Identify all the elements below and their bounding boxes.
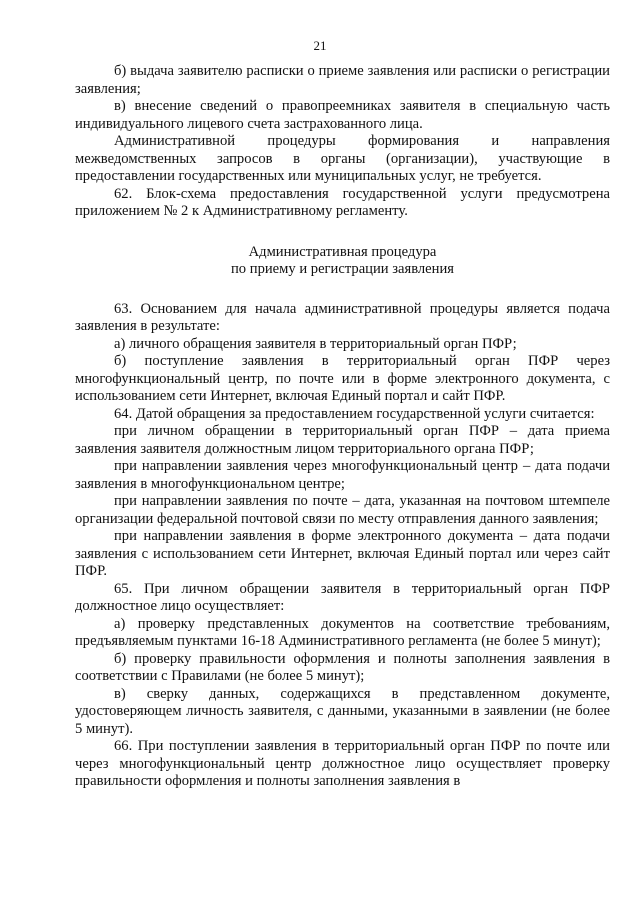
paragraph: б) выдача заявителю расписки о приеме заявления или расписки о регистрации заявления; xyxy=(75,63,610,97)
page-number: 21 xyxy=(313,38,327,53)
paragraph: 64. Датой обращения за предоставлением государственной услуги считается: xyxy=(114,405,595,422)
section-heading xyxy=(75,244,610,279)
paragraph: при направлении заявления по почте – дата, указанная на почтовом штемпеле организации федеральной почтовой связи по месту отправления данного заявления; xyxy=(75,493,610,527)
paragraph: а) проверку представленных документов на соответствие требованиям, предъявляемым пунктами 16-18 Административного регламента (не более 5 минут); xyxy=(75,615,610,649)
paragraph: 63. Основанием для начала административной процедуры является подача заявления в результате: xyxy=(75,300,610,334)
paragraph: при направлении заявления через многофункциональный центр – дата подачи заявления в многофункциональном центре; xyxy=(75,458,610,492)
paragraph: б) проверку правильности оформления и полноты заполнения заявления в соответствии с Правилами (не более 5 минут); xyxy=(75,650,610,684)
paragraph: 62. Блок-схема предоставления государственной услуги предусмотрена приложением № 2 к Административному регламенту. xyxy=(75,185,610,219)
paragraph: при личном обращении в территориальный орган ПФР – дата приема заявления заявителя должностным лицом территориального органа ПФР; xyxy=(75,423,610,457)
paragraph: а) личного обращения заявителя в территориальный орган ПФР; xyxy=(114,335,517,352)
document-body xyxy=(75,63,610,791)
paragraph: при направлении заявления в форме электронного документа – дата подачи заявления с использованием сети Интернет, включая Единый портал или через сайт ПФР. xyxy=(75,528,610,579)
section-heading-line-1: Административная процедура xyxy=(248,243,437,260)
paragraph: б) поступление заявления в территориальный орган ПФР через многофункциональный центр, по почте или в форме электронного документа, с использованием сети Интернет, включая Единый портал и сайт ПФР. xyxy=(75,353,610,404)
paragraph: Административной процедуры формирования и направления межведомственных запросов в органы (организации), участвующие в предоставлении государственных или муниципальных услуг, не требуется. xyxy=(75,133,610,184)
paragraph: в) сверку данных, содержащихся в представленном документе, удостоверяющем личность заявителя, с данными, указанными в заявлении (не более 5 минут). xyxy=(75,685,610,737)
paragraph: 65. При личном обращении заявителя в территориальный орган ПФР должностное лицо осуществляет: xyxy=(75,580,610,614)
section-heading-line-2: по приему и регистрации заявления xyxy=(231,261,454,277)
paragraph: в) внесение сведений о правопреемниках заявителя в специальную часть индивидуального лицевого счета застрахованного лица. xyxy=(75,98,610,132)
paragraph: 66. При поступлении заявления в территориальный орган ПФР по почте или через многофункциональный центр должностное лицо осуществляет проверку правильности оформления и полноты заполнения заявления в xyxy=(75,738,610,789)
